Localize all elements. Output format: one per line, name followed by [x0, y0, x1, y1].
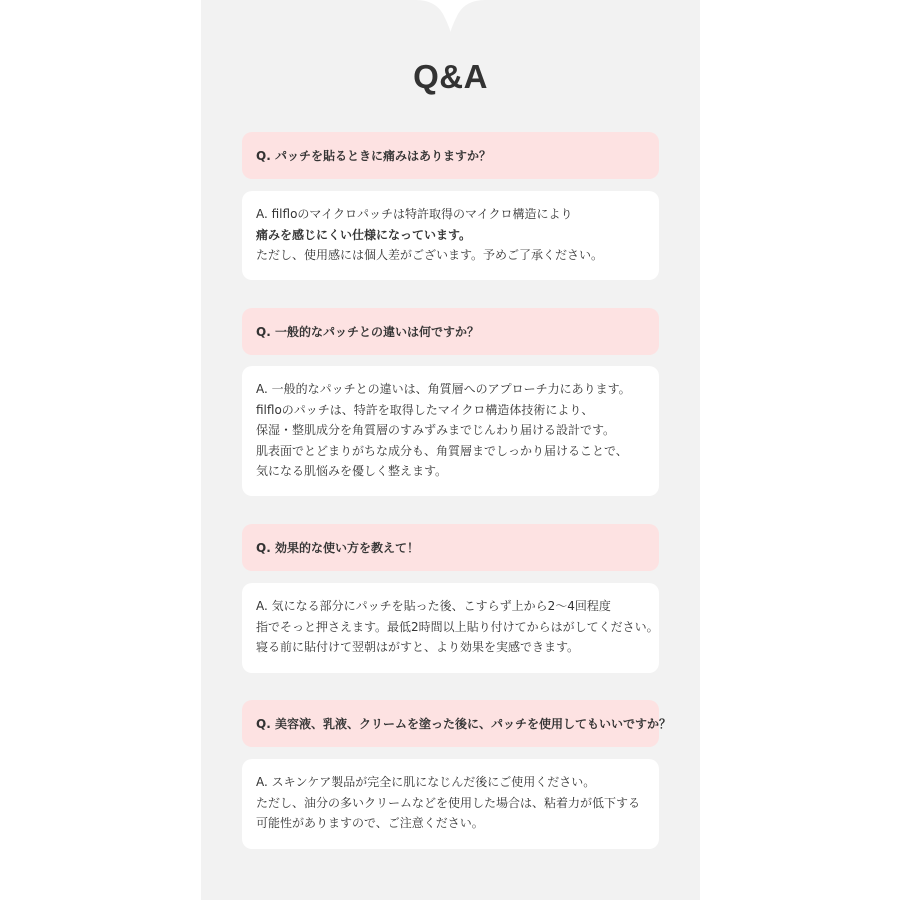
faq-question-2[interactable]: Q. 一般的なパッチとの違いは何ですか？: [242, 308, 659, 355]
faq-answer-2: [242, 366, 659, 496]
answer-line: filfloのパッチは、特許を取得したマイクロ構造体技術により、: [256, 402, 594, 417]
qa-panel: [201, 0, 700, 900]
answer-line: A. 気になる部分にパッチを貼った後、こすらず上から2〜4回程度: [256, 599, 611, 613]
answer-line: 可能性がありますので、ご注意ください。: [256, 816, 484, 830]
answer-line: A. 一般的なパッチとの違いは、角質層へのアプローチ力にあります。: [256, 382, 631, 396]
answer-line: ただし、使用感には個人差がございます。予めご了承ください。: [256, 248, 604, 262]
notch-decoration: [201, 0, 700, 36]
answer-line: 肌表面でとどまりがちな成分も、角質層までしっかり届けることで、: [256, 443, 628, 458]
answer-line: A. filfloのマイクロパッチは特許取得のマイクロ構造により: [256, 207, 573, 221]
faq-answer-1: [242, 191, 659, 280]
answer-line: ただし、油分の多いクリームなどを使用した場合は、粘着力が低下する: [256, 795, 641, 810]
faq-question-3[interactable]: Q. 効果的な使い方を教えて！: [242, 524, 659, 571]
answer-line: 気になる肌悩みを優しく整えます。: [256, 464, 448, 478]
page-title: Q&A: [413, 58, 488, 95]
answer-line-emphasis: 痛みを感じにくい仕様になっています。: [256, 227, 472, 242]
answer-line: 指でそっと押さえます。最低2時間以上貼り付けてからはがしてください。: [256, 619, 659, 634]
faq-answer-3: [242, 583, 659, 673]
faq-question-1[interactable]: Q. パッチを貼るときに痛みはありますか？: [242, 132, 659, 179]
answer-line: A. スキンケア製品が完全に肌になじんだ後にご使用ください。: [256, 775, 596, 789]
faq-question-4[interactable]: Q. 美容液、乳液、クリームを塗った後に、パッチを使用してもいいですか？: [242, 700, 659, 747]
answer-line: 寝る前に貼付けて翌朝はがすと、より効果を実感できます。: [256, 640, 580, 654]
answer-line: 保湿・整肌成分を角質層のすみずみまでじんわり届ける設計です。: [256, 423, 616, 437]
faq-answer-4: [242, 759, 659, 849]
